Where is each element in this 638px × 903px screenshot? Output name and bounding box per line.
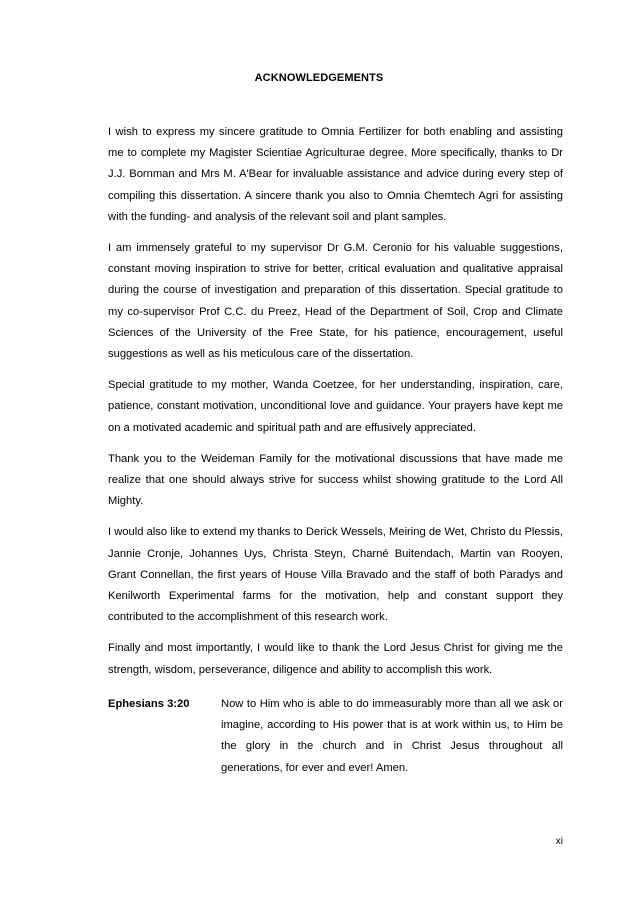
paragraph-mother: Special gratitude to my mother, Wanda Coetzee, for her understanding, inspiration, care, patience, constant motivation, unconditional love and guidance. Your prayers have kept me on a motivated academic and spiritual path and are effusively appreciated.: [108, 379, 563, 434]
bible-verse: [108, 694, 563, 779]
paragraph-weideman-family: Thank you to the Weideman Family for the motivational discussions that have made me realize that one should always strive for success whilst showing gratitude to the Lord All Mighty.: [108, 452, 563, 508]
paragraph-lord: Finally and most importantly, I would like to thank the Lord Jesus Christ for giving me the strength, wisdom, perseverance, diligence and ability to accomplish this work.: [108, 642, 563, 676]
verse-reference: Ephesians 3:20: [108, 698, 190, 710]
page-number: xi: [555, 836, 563, 847]
acknowledgements-body: [108, 122, 563, 691]
verse-text: Now to Him who is able to do immeasurably more than all we ask or imagine, according to His power that is at work within us, to Him be the glory in the church and in Christ Jesus throughout all generations, for ever and ever! Amen.: [221, 698, 563, 774]
paragraph-supervisors: I am immensely grateful to my supervisor Dr G.M. Ceronio for his valuable suggestions, constant moving inspiration to strive for better, critical evaluation and qualitative appraisal during the course of investigation and preparation of this dissertation. Special gratitude to my co-supervisor Prof C.C. du Preez, Head of the Department of Soil, Crop and Climate Sciences of the University of the Free State, for his patience, encouragement, useful suggestions as well as his meticulous care of the dissertation.: [108, 242, 563, 361]
page-title: ACKNOWLEDGEMENTS: [254, 72, 384, 84]
paragraph-friends: I would also like to extend my thanks to Derick Wessels, Meiring de Wet, Christo du Plessis, Jannie Cronje, Johannes Uys, Christa Steyn, Charné Buitendach, Martin van Rooyen, Grant Connellan, the first years of House Villa Bravado and the staff of both Paradys and Kenilworth Experimental farms for the motivation, help and constant support they contributed to the accomplishment of this research work.: [108, 526, 563, 624]
paragraph-omnia: I wish to express my sincere gratitude to Omnia Fertilizer for both enabling and assisting me to complete my Magister Scientiae Agriculturae degree. More specifically, thanks to Dr J.J. Bornman and Mrs M. A'Bear for invaluable assistance and advice during every step of compiling this dissertation. A sincere thank you also to Omnia Chemtech Agri for assisting with the funding- and analysis of the relevant soil and plant samples.: [108, 126, 563, 223]
